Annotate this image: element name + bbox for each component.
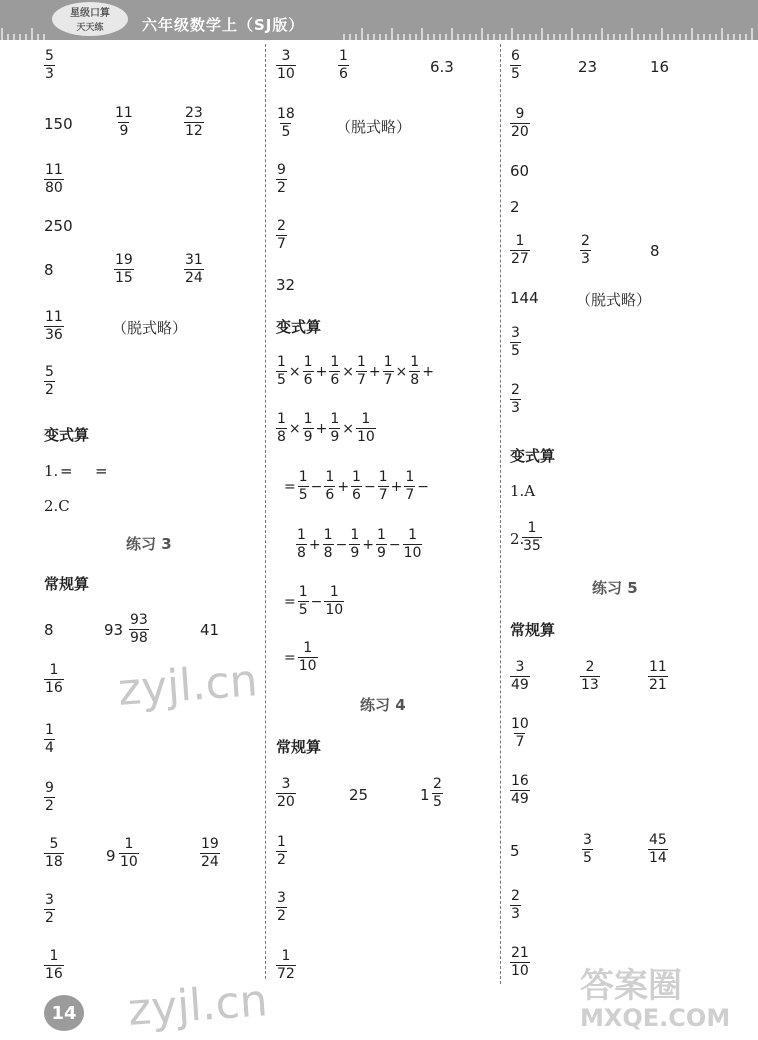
answer-value: 41	[200, 621, 220, 639]
watermark-corner: 答案圈	[580, 966, 682, 1006]
answer-value: 23	[578, 58, 598, 76]
denominator: 6	[352, 487, 361, 503]
numerator: 3	[511, 325, 520, 341]
answer-fraction	[648, 659, 668, 694]
answer-label: 1.	[44, 462, 59, 480]
numerator: 1	[352, 469, 361, 485]
denominator: 72	[277, 966, 295, 982]
numerator: 2	[511, 382, 520, 398]
numerator: 1	[330, 411, 340, 427]
denominator: 36	[45, 327, 63, 343]
column-divider-2	[500, 44, 501, 984]
minus-sign: −	[310, 478, 323, 495]
denominator: 16	[45, 966, 63, 982]
answer-value: 60	[510, 162, 530, 180]
answer-value: 5	[510, 842, 520, 860]
plus-sign: +	[368, 363, 381, 380]
denominator: 5	[511, 66, 520, 82]
denominator: 20	[511, 124, 529, 140]
watermark-text: zyjl.cn	[126, 975, 270, 1036]
numerator: 23	[185, 105, 203, 121]
minus-sign: −	[417, 478, 430, 495]
numerator: 1	[361, 411, 371, 427]
answer-fraction	[44, 780, 55, 815]
numerator: 1	[408, 527, 417, 543]
numerator: 16	[511, 773, 529, 789]
denominator: 2	[277, 908, 286, 924]
answer-fraction	[510, 659, 530, 694]
answer-fraction	[44, 364, 55, 399]
logo-text-2: 天天练	[76, 23, 104, 33]
numerator: 3	[583, 832, 592, 848]
numerator: 3	[45, 892, 54, 908]
answer-fraction	[510, 773, 530, 808]
logo-text-1: 星级口算	[70, 8, 110, 19]
answer-fraction	[114, 252, 134, 287]
answer-fraction	[648, 832, 668, 867]
denominator: 10	[277, 66, 295, 82]
denominator: 9	[350, 545, 360, 561]
denominator: 15	[115, 270, 133, 286]
fraction	[324, 584, 344, 619]
times-sign: ×	[395, 363, 408, 380]
numerator: 9	[277, 162, 286, 178]
exercise-title: 练习 3	[126, 535, 172, 553]
denominator: 5	[281, 124, 291, 140]
answer-value: 25	[349, 786, 369, 804]
denominator: 49	[511, 677, 529, 693]
answer-fraction	[44, 662, 64, 697]
numerator: 1	[350, 527, 360, 543]
expression-line-6	[282, 640, 318, 675]
plus-sign: +	[390, 478, 403, 495]
section-heading: 常规算	[44, 575, 90, 593]
answer-label: 2.	[510, 530, 525, 548]
answer-fraction	[44, 948, 64, 983]
numerator: 1	[49, 948, 59, 964]
answer-fraction	[184, 105, 204, 140]
numerator: 5	[45, 364, 54, 380]
numerator: 11	[649, 659, 667, 675]
header-title: 六年级数学上（SJ版）	[142, 16, 305, 34]
numerator: 45	[649, 832, 667, 848]
answer-value: 144	[510, 289, 539, 307]
numerator: 1	[303, 411, 313, 427]
numerator: 9	[515, 106, 525, 122]
denominator: 3	[511, 906, 520, 922]
denominator: 5	[511, 343, 520, 359]
numerator: 11	[115, 105, 133, 121]
section-heading: 常规算	[276, 738, 322, 756]
answer-fraction	[510, 106, 530, 141]
fraction	[349, 527, 360, 562]
answer-fraction	[44, 722, 55, 757]
answer-value: =	[60, 462, 73, 480]
fraction	[296, 527, 307, 562]
denominator: 18	[45, 854, 63, 870]
denominator: 3	[45, 66, 54, 82]
numerator: 19	[201, 836, 219, 852]
section-heading: 常规算	[510, 621, 556, 639]
answer-fraction	[184, 252, 204, 287]
denominator: 6	[339, 66, 348, 82]
answer-value: 8	[44, 261, 54, 279]
denominator: 7	[356, 372, 366, 388]
numerator: 1	[527, 520, 537, 536]
minus-sign: −	[363, 478, 376, 495]
watermark-corner-url: MXQE.COM	[580, 1004, 731, 1032]
numerator: 1	[329, 584, 339, 600]
numerator: 10	[511, 716, 529, 732]
watermark-text: zyjl.cn	[116, 655, 260, 716]
answer-fraction	[432, 776, 443, 811]
answer-fraction	[200, 836, 220, 871]
plus-sign: +	[422, 363, 434, 380]
answer-whole: 93	[104, 621, 124, 639]
denominator: 8	[410, 372, 420, 388]
fraction	[276, 411, 287, 446]
denominator: 9	[330, 429, 340, 445]
page-header	[0, 0, 758, 40]
answer-value: 250	[44, 217, 73, 235]
exercise-title: 练习 4	[360, 696, 406, 714]
denominator: 80	[45, 180, 63, 196]
answer-fraction	[580, 659, 600, 694]
note-text: （脱式略）	[336, 118, 412, 136]
answer-fraction	[510, 233, 530, 268]
numerator: 1	[45, 722, 54, 738]
numerator: 11	[45, 162, 63, 178]
denominator: 2	[277, 180, 286, 196]
denominator: 12	[185, 123, 203, 139]
answer-fraction	[276, 948, 296, 983]
answer-fraction	[338, 48, 349, 83]
denominator: 6	[303, 372, 313, 388]
numerator: 1	[124, 836, 134, 852]
denominator: 7	[383, 372, 393, 388]
denominator: 5	[298, 487, 308, 503]
numerator: 19	[115, 252, 133, 268]
numerator: 1	[303, 640, 313, 656]
numerator: 1	[325, 469, 335, 485]
denominator: 20	[277, 794, 295, 810]
numerator: 21	[511, 945, 529, 961]
answer-whole: 1	[420, 786, 430, 804]
denominator: 21	[649, 677, 667, 693]
fraction	[403, 527, 423, 562]
denominator: 10	[298, 658, 317, 674]
section-heading: 变式算	[276, 318, 322, 336]
column-divider-1	[265, 44, 266, 979]
fraction	[298, 640, 318, 675]
equals-sign: =	[284, 478, 296, 495]
denominator: 10	[356, 429, 375, 445]
expression-line-3	[282, 469, 431, 504]
plus-sign: +	[315, 420, 328, 437]
numerator: 11	[45, 309, 63, 325]
denominator: 24	[201, 854, 219, 870]
denominator: 7	[515, 734, 525, 750]
answer-value: 32	[276, 276, 296, 294]
answer-fraction	[44, 836, 64, 871]
answer-value: 2	[510, 198, 520, 216]
numerator: 1	[515, 233, 525, 249]
fraction	[298, 584, 309, 619]
denominator: 24	[185, 270, 203, 286]
denominator: 2	[45, 910, 54, 926]
numerator: 9	[45, 780, 54, 796]
denominator: 16	[45, 680, 63, 696]
minus-sign: −	[335, 536, 348, 553]
numerator: 1	[297, 527, 306, 543]
fraction	[329, 411, 340, 446]
fraction	[404, 469, 415, 504]
numerator: 1	[378, 469, 388, 485]
denominator: 9	[303, 429, 313, 445]
numerator: 1	[303, 354, 313, 370]
times-sign: ×	[288, 363, 301, 380]
answer-fraction	[276, 776, 296, 811]
answer-value: 1.A	[510, 482, 536, 500]
denominator: 7	[277, 236, 286, 252]
numerator: 5	[49, 836, 59, 852]
fraction	[276, 354, 287, 389]
fraction	[323, 527, 334, 562]
expression-line-4	[296, 527, 422, 562]
fraction	[324, 469, 335, 504]
answer-fraction	[119, 836, 139, 871]
numerator: 3	[277, 890, 286, 906]
numerator: 1	[277, 411, 286, 427]
plus-sign: +	[337, 478, 350, 495]
denominator: 8	[323, 545, 333, 561]
page-number: 14	[44, 995, 84, 1031]
plus-sign: +	[308, 536, 321, 553]
numerator: 1	[339, 48, 348, 64]
numerator: 1	[49, 662, 59, 678]
series-logo	[50, 0, 130, 38]
denominator: 10	[511, 963, 529, 979]
answer-fraction	[582, 832, 593, 867]
fraction	[383, 354, 394, 389]
expression-line-1	[276, 354, 436, 389]
answer-fraction	[276, 890, 287, 925]
answer-fraction	[522, 520, 542, 555]
fraction	[351, 469, 362, 504]
numerator: 93	[130, 612, 148, 628]
denominator: 8	[297, 545, 306, 561]
numerator: 1	[281, 948, 291, 964]
numerator: 2	[277, 218, 286, 234]
denominator: 2	[45, 382, 54, 398]
numerator: 3	[281, 48, 291, 64]
numerator: 1	[298, 469, 308, 485]
fraction	[356, 411, 376, 446]
minus-sign: −	[310, 593, 323, 610]
answer-fraction	[510, 945, 530, 980]
numerator: 6	[511, 48, 520, 64]
answer-fraction	[276, 106, 296, 141]
answer-fraction	[510, 716, 530, 751]
times-sign: ×	[288, 420, 301, 437]
numerator: 18	[277, 106, 295, 122]
fraction	[378, 469, 389, 504]
answer-value: 6.3	[430, 58, 454, 76]
answer-fraction	[114, 105, 134, 140]
numerator: 3	[515, 659, 525, 675]
denominator: 14	[649, 850, 667, 866]
denominator: 8	[277, 429, 286, 445]
numerator: 1	[356, 354, 366, 370]
fraction	[329, 354, 340, 389]
denominator: 9	[119, 123, 129, 139]
answer-whole: 9	[106, 847, 116, 865]
numerator: 1	[405, 469, 415, 485]
answer-value: 2.C	[44, 497, 70, 515]
denominator: 3	[511, 400, 520, 416]
numerator: 2	[433, 776, 442, 792]
answer-fraction	[580, 233, 591, 268]
denominator: 4	[45, 740, 54, 756]
answer-fraction	[276, 834, 287, 869]
answer-value: =	[95, 462, 108, 480]
denominator: 2	[277, 852, 286, 868]
fraction	[376, 527, 387, 562]
answer-fraction	[276, 162, 287, 197]
denominator: 6	[330, 372, 340, 388]
numerator: 1	[277, 354, 286, 370]
denominator: 7	[405, 487, 415, 503]
denominator: 27	[511, 251, 529, 267]
answer-fraction	[129, 612, 149, 647]
answer-value: 150	[44, 115, 73, 133]
denominator: 49	[511, 791, 529, 807]
answer-fraction	[44, 309, 64, 344]
numerator: 1	[277, 834, 286, 850]
answer-value: 8	[44, 621, 54, 639]
fraction	[303, 411, 314, 446]
answer-fraction	[44, 162, 64, 197]
numerator: 1	[376, 527, 386, 543]
equals-sign: =	[284, 649, 296, 666]
numerator: 1	[298, 584, 308, 600]
denominator: 10	[120, 854, 138, 870]
section-heading: 变式算	[510, 447, 556, 465]
numerator: 2	[511, 888, 520, 904]
expression-line-5	[282, 584, 344, 619]
numerator: 31	[185, 252, 203, 268]
denominator: 10	[403, 545, 422, 561]
numerator: 1	[383, 354, 393, 370]
denominator: 13	[581, 677, 599, 693]
exercise-title: 练习 5	[592, 579, 638, 597]
numerator: 1	[323, 527, 333, 543]
equals-sign: =	[284, 593, 296, 610]
numerator: 2	[581, 233, 590, 249]
plus-sign: +	[315, 363, 328, 380]
answer-fraction	[44, 48, 55, 83]
fraction	[298, 469, 309, 504]
answer-fraction	[510, 382, 521, 417]
answer-fraction	[276, 48, 296, 83]
answer-fraction	[276, 218, 287, 253]
denominator: 7	[378, 487, 388, 503]
answer-fraction	[510, 888, 521, 923]
answer-value: 8	[650, 242, 660, 260]
numerator: 5	[45, 48, 54, 64]
note-text: （脱式略）	[576, 291, 652, 309]
denominator: 2	[45, 798, 54, 814]
denominator: 10	[325, 602, 344, 618]
numerator: 3	[281, 776, 291, 792]
denominator: 3	[581, 251, 590, 267]
denominator: 9	[376, 545, 386, 561]
fraction	[409, 354, 420, 389]
denominator: 98	[130, 630, 148, 646]
expression-line-2	[276, 411, 376, 446]
numerator: 2	[585, 659, 595, 675]
fraction	[303, 354, 314, 389]
denominator: 5	[298, 602, 308, 618]
answer-fraction	[510, 48, 521, 83]
denominator: 6	[325, 487, 335, 503]
minus-sign: −	[388, 536, 401, 553]
numerator: 1	[330, 354, 340, 370]
numerator: 1	[410, 354, 420, 370]
denominator: 35	[523, 538, 541, 554]
denominator: 5	[277, 372, 286, 388]
denominator: 5	[433, 794, 442, 810]
note-text: （脱式略）	[112, 319, 188, 337]
answer-value: 16	[650, 58, 670, 76]
fraction	[356, 354, 367, 389]
answer-fraction	[44, 892, 55, 927]
answer-fraction	[510, 325, 521, 360]
times-sign: ×	[342, 420, 354, 437]
denominator: 5	[583, 850, 592, 866]
section-heading: 变式算	[44, 426, 90, 444]
times-sign: ×	[342, 363, 354, 380]
plus-sign: +	[362, 536, 374, 553]
